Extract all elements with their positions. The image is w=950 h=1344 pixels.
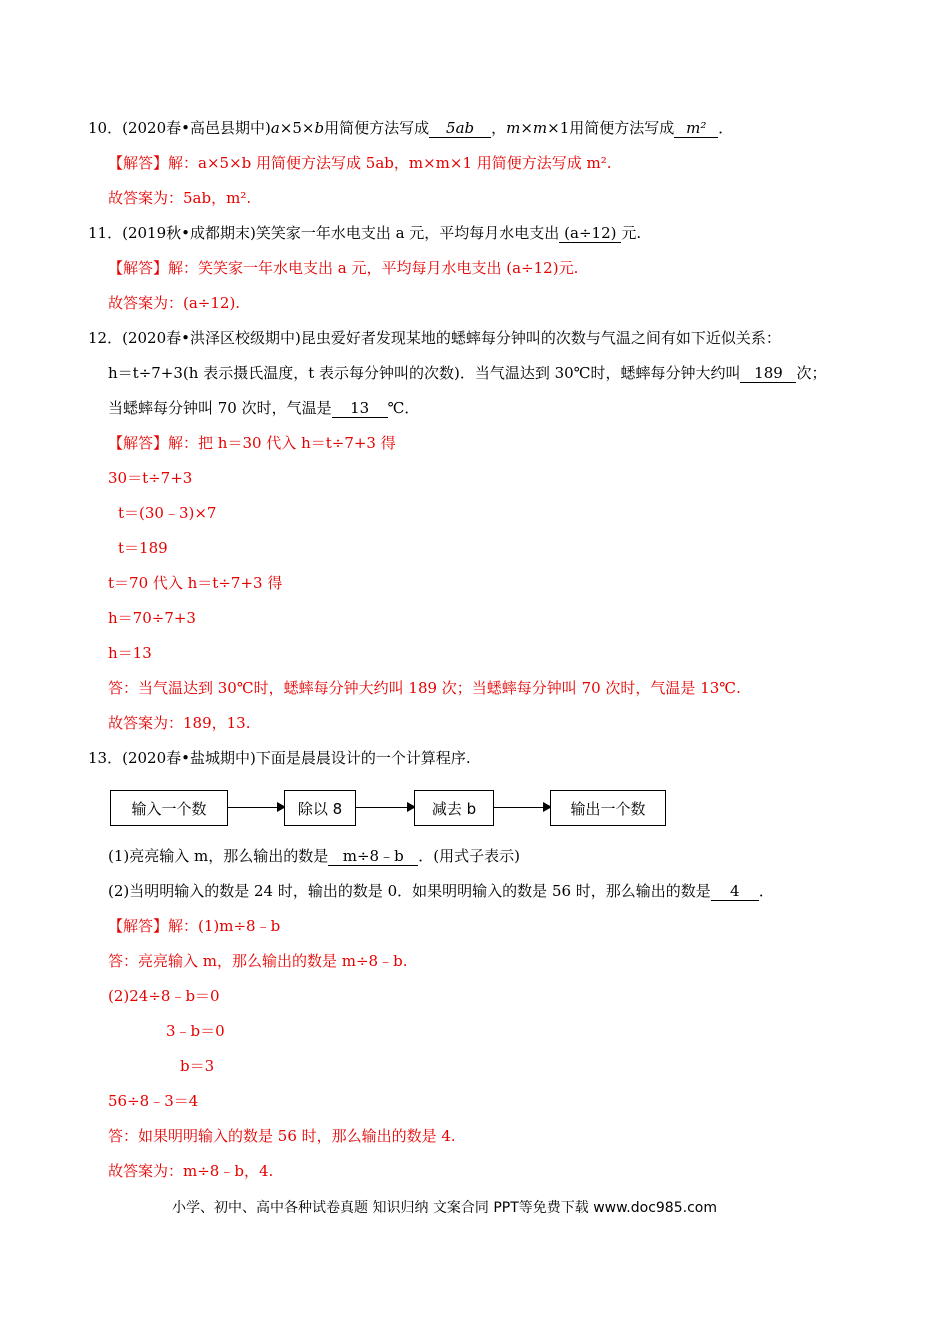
solution-tag: 【解答】 [108, 259, 169, 277]
q11-line: 11．(2019秋•成都期末)笑笑家一年水电支出 a 元，平均每月水电支出 (a÷12) 元. [88, 224, 642, 242]
q11-answer: (a÷12) [564, 224, 617, 242]
q12-answer-2: 13 [350, 399, 370, 417]
q13-answer-2: 4 [730, 882, 740, 900]
solution-tag: 【解答】 [108, 154, 169, 172]
flowchart [110, 790, 670, 832]
q13-answer-statement-1: 答：亮亮输入 m，那么输出的数是 m÷8﹣b. [108, 952, 408, 970]
q12-step: 30＝t÷7+3 [108, 469, 193, 487]
q11-final-answer: 故答案为：(a÷12). [108, 294, 241, 312]
flow-box-input: 输入一个数 [110, 790, 228, 826]
q10-line: 10．(2020春•高邑县期中)a×5×b用简便方法写成 5ab ，m×m×1用简便方法写成 m² ． [88, 119, 734, 137]
q12-line-3: 当蟋蟀每分钟叫 70 次时，气温是 13 ℃． [108, 399, 420, 417]
flow-arrow [356, 807, 414, 808]
flow-box-divide: 除以 8 [284, 790, 356, 826]
q12-step: h＝70÷7+3 [108, 609, 196, 627]
q12-source: (2020春•洪泽区校级期中) [122, 329, 301, 347]
page-footer: 小学、初中、高中各种试卷真题 知识归纳 文案合同 PPT等免费下载 www.doc985.com [172, 1200, 717, 1216]
q12-step: t＝189 [118, 539, 168, 557]
solution-tag: 【解答】 [108, 917, 169, 935]
q13-part-1: (1)亮亮输入 m，那么输出的数是 m÷8﹣b ．(用式子表示) [108, 847, 520, 865]
flow-arrow [228, 807, 284, 808]
q13-step: (2)24÷8﹣b＝0 [108, 987, 220, 1005]
q12-line-1: 12．(2020春•洪泽区校级期中)昆虫爱好者发现某地的蟋蟀每分钟叫的次数与气温之间有如下近似关系： [88, 329, 781, 347]
q10-answer-1: 5ab [446, 119, 475, 137]
solution-tag: 【解答】 [108, 434, 169, 452]
q13-number: 13． [88, 749, 123, 767]
q10-solution: 【解答】解：a×5×b 用简便方法写成 5ab，m×m×1 用简便方法写成 m². [108, 154, 612, 172]
q13-step: 3﹣b＝0 [166, 1022, 225, 1040]
q12-line-2: h＝t÷7+3(h 表示摄氏温度，t 表示每分钟叫的次数)．当气温达到 30℃时，蟋蟀每分钟大约叫 189 次； [108, 364, 827, 382]
q13-final-answer: 故答案为：m÷8﹣b，4. [108, 1162, 274, 1180]
q10-source: (2020春•高邑县期中) [122, 119, 271, 137]
q12-step: t＝(30﹣3)×7 [118, 504, 217, 522]
q12-step: t＝70 代入 h＝t÷7+3 得 [108, 574, 283, 592]
q12-solution: 【解答】解：把 h＝30 代入 h＝t÷7+3 得 [108, 434, 396, 452]
q13-part-2: (2)当明明输入的数是 24 时，输出的数是 0．如果明明输入的数是 56 时，那么输出的数是 4 ． [108, 882, 774, 900]
q13-answer-statement-2: 答：如果明明输入的数是 56 时，那么输出的数是 4. [108, 1127, 456, 1145]
q10-answer-2: m² [686, 119, 707, 137]
flow-arrow [494, 807, 550, 808]
q12-number: 12． [88, 329, 123, 347]
q11-number: 11． [88, 224, 123, 242]
flow-box-output: 输出一个数 [550, 790, 666, 826]
q10-number: 10． [88, 119, 123, 137]
q12-answer-1: 189 [754, 364, 783, 382]
q11-source: (2019秋•成都期末) [122, 224, 256, 242]
q13-solution: 【解答】解：(1)m÷8﹣b [108, 917, 281, 935]
q13-line-1: 13．(2020春•盐城期中)下面是晨晨设计的一个计算程序. [88, 749, 471, 767]
q13-source: (2020春•盐城期中) [122, 749, 256, 767]
q13-answer-1: m÷8﹣b [342, 847, 404, 865]
q12-final-answer: 故答案为：189，13. [108, 714, 251, 732]
flow-box-subtract: 减去 b [414, 790, 494, 826]
q12-step: h＝13 [108, 644, 152, 662]
q10-final-answer: 故答案为：5ab，m². [108, 189, 252, 207]
q12-answer-statement: 答：当气温达到 30℃时，蟋蟀每分钟大约叫 189 次；当蟋蟀每分钟叫 70 次时，气温是 13℃. [108, 679, 741, 697]
q11-solution: 【解答】解：笑笑家一年水电支出 a 元，平均每月水电支出 (a÷12)元. [108, 259, 579, 277]
q13-step: b＝3 [180, 1057, 215, 1075]
q13-step: 56÷8﹣3＝4 [108, 1092, 199, 1110]
